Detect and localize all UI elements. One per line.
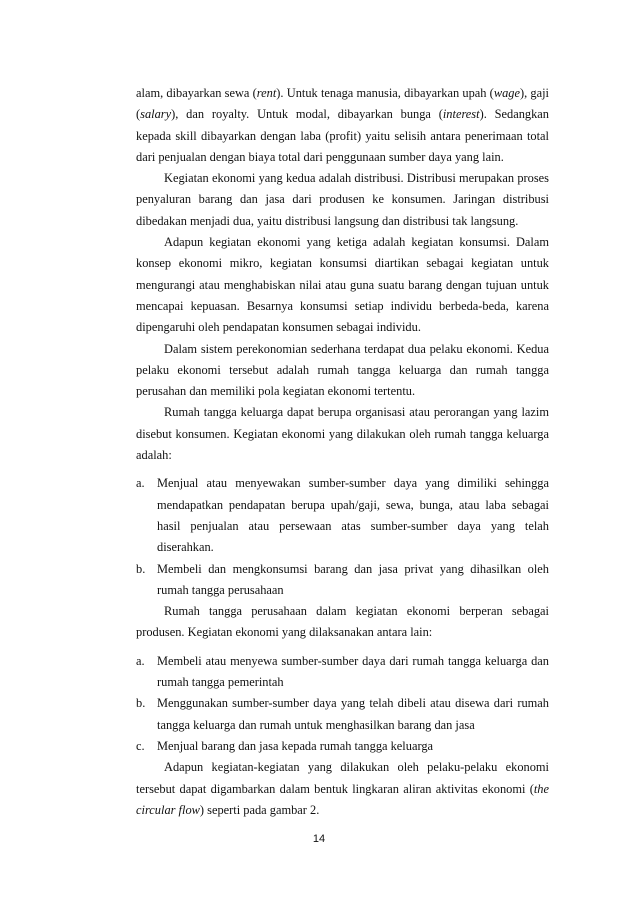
list-marker: a. <box>136 653 145 668</box>
list-item <box>136 473 549 558</box>
paragraph-factor-income <box>136 83 549 168</box>
paragraph-circular-flow <box>136 757 549 821</box>
list-item-text: Menggunakan sumber-sumber daya yang telah dibeli atau disewa dari rumah tangga keluarga dan rumah untuk menghasilkan barang dan jasa <box>157 696 549 732</box>
paragraph-firm: Rumah tangga perusahaan dalam kegiatan ekonomi berperan sebagai produsen. Kegiatan ekonomi yang dilaksanakan antara lain: <box>136 604 549 640</box>
list-item-text: Menjual barang dan jasa kepada rumah tangga keluarga <box>157 738 434 753</box>
list-item <box>136 736 549 757</box>
text-run: ), gaji ( <box>136 86 549 122</box>
paragraph-household: Rumah tangga keluarga dapat berupa organisasi atau perorangan yang lazim disebut konsumen. Kegiatan ekonomi yang dilakukan oleh rumah tangga keluarga adalah: <box>136 405 549 463</box>
text-run: ). Sedangkan kepada skill dibayarkan dengan laba (profit) yaitu selisih antara penerimaan total dari penjualan dengan biaya total dari penggunaan sumber daya yang lain. <box>136 107 549 164</box>
list-marker: b. <box>136 561 146 576</box>
page-number: 14 <box>312 833 326 845</box>
list-item-text: Membeli dan mengkonsumsi barang dan jasa privat yang dihasilkan oleh rumah tangga perusahaan <box>157 561 549 597</box>
italic-term-circular-flow: the circular flow <box>136 781 549 817</box>
text-run: Adapun kegiatan-kegiatan yang dilakukan oleh pelaku-pelaku ekonomi tersebut dapat digambarkan dalam bentuk lingkaran aliran aktivitas ekonomi ( <box>136 760 549 796</box>
italic-term-wage: wage <box>493 86 520 100</box>
italic-term-interest: interest <box>442 107 480 122</box>
text-run: alam, dibayarkan sewa ( <box>136 86 257 100</box>
paragraph-consumption: Adapun kegiatan ekonomi yang ketiga adalah kegiatan konsumsi. Dalam konsep ekonomi mikro, kegiatan konsumsi diartikan sebagai kegiatan untuk mengurangi atau menghabiskan nilai atau guna suatu barang dengan tujuan untuk mencapai kepuasan. Besarnya konsumsi setiap individu berbeda-beda, karena dipengaruhi oleh pendapatan konsumen sebagai individu. <box>136 235 549 335</box>
paragraph-distribution: Kegiatan ekonomi yang kedua adalah distribusi. Distribusi merupakan proses penyaluran barang dan jasa dari produsen ke konsumen. Jaringan distribusi dibedakan menjadi dua, yaitu distribusi langsung dan distribusi tak langsung. <box>136 171 549 228</box>
text-run: ) seperti pada gambar 2. <box>199 802 320 817</box>
paragraph-economic-actors: Dalam sistem perekonomian sederhana terdapat dua pelaku ekonomi. Kedua pelaku ekonomi tersebut adalah rumah tangga keluarga dan rumah tangga perusahan dan memiliki pola kegiatan ekonomi tertentu. <box>136 341 549 399</box>
list-item-text: Menjual atau menyewakan sumber-sumber daya yang dimiliki sehingga mendapatkan pendapatan berupa upah/gaji, sewa, bunga, atau laba sebagai hasil penjualan atau persewaan atas sumber-sumber daya yang telah diserahkan. <box>157 476 549 555</box>
text-run: ), dan royalty. Untuk modal, dibayarkan bunga ( <box>171 107 443 122</box>
list-item <box>136 559 549 602</box>
text-run: ). Untuk tenaga manusia, dibayarkan upah ( <box>276 86 494 100</box>
list-marker: b. <box>136 696 146 711</box>
list-item <box>136 693 549 736</box>
list-item <box>136 651 549 694</box>
list-marker: a. <box>136 476 145 491</box>
household-activities-list <box>136 473 549 601</box>
list-item-text: Membeli atau menyewa sumber-sumber daya dari rumah tangga keluarga dan rumah tangga pemerintah <box>157 653 549 690</box>
firm-activities-list <box>136 651 549 757</box>
italic-term-salary: salary <box>140 107 172 122</box>
document-body <box>136 83 549 821</box>
italic-term-rent: rent <box>256 86 277 100</box>
list-marker: c. <box>136 738 145 753</box>
